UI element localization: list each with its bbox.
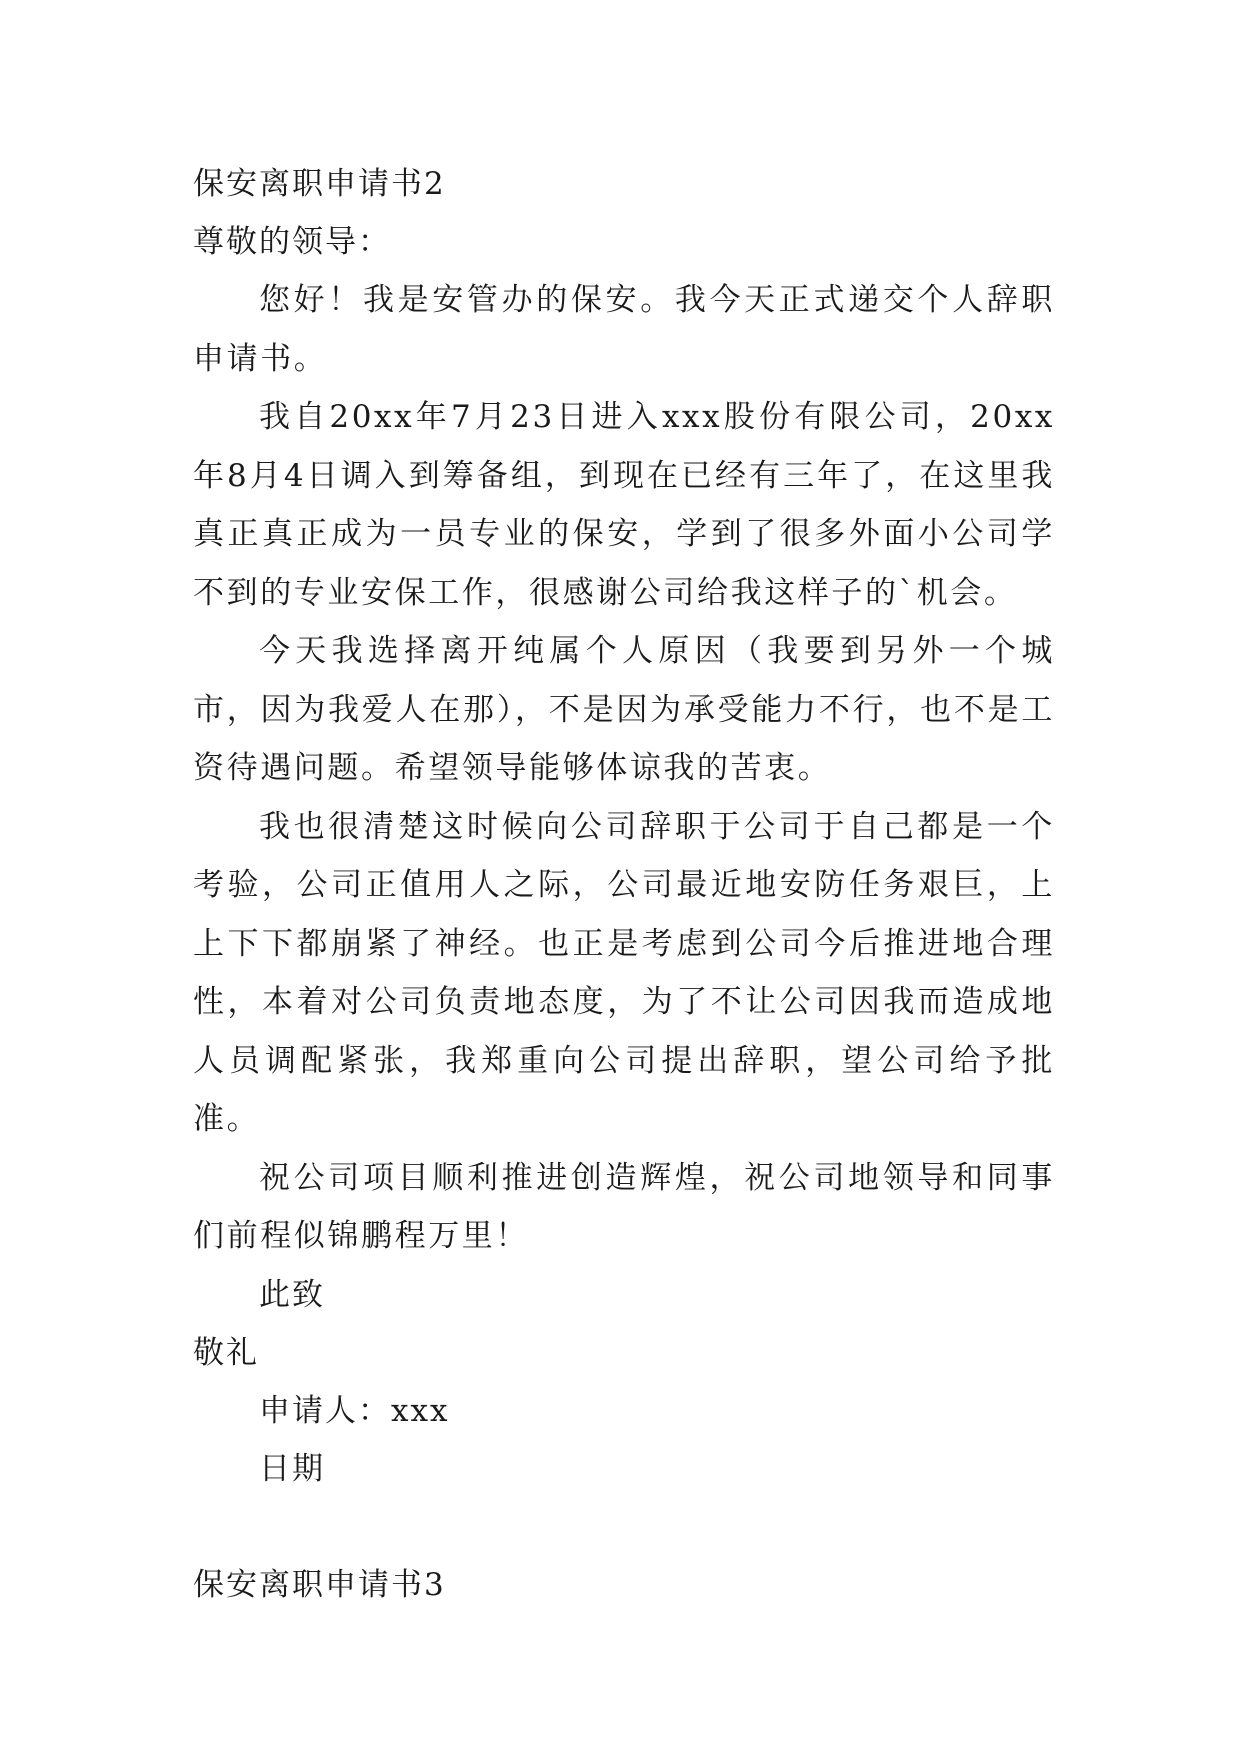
- section-spacer: [193, 1498, 1055, 1556]
- paragraph-wishes: 祝公司项目顺利推进创造辉煌，祝公司地领导和同事们前程似锦鹏程万里！: [193, 1159, 1055, 1254]
- closing-cizhi: 此致: [259, 1276, 325, 1313]
- closing-jingli: 敬礼: [193, 1334, 259, 1371]
- date-line: 日期: [259, 1450, 325, 1487]
- next-document-title: 保安离职申请书3: [193, 1566, 446, 1603]
- applicant-line: 申请人：xxx: [259, 1392, 450, 1429]
- paragraph-employment-history: 我自20xx年7月23日进入xxx股份有限公司，20xx年8月4日调入到筹备组，到现在已经有三年了，在这里我真正真正成为一员专业的保安，学到了很多外面小公司学不到的专业安保工作，很感谢公司给我这样子的`机会。: [193, 399, 1055, 611]
- paragraph-greeting: 您好！我是安管办的保安。我今天正式递交个人辞职申请书。: [193, 282, 1055, 377]
- salutation: 尊敬的领导：: [193, 224, 391, 260]
- paragraph-consideration: 我也很清楚这时候向公司辞职于公司于自己都是一个考验，公司正值用人之际，公司最近地安防任务艰巨，上上下下都崩紧了神经。也正是考虑到公司今后推进地合理性，本着对公司负责地态度，为了不让公司因我而造成地人员调配紧张，我郑重向公司提出辞职，望公司给予批准。: [193, 808, 1055, 1137]
- document-page: [193, 155, 1055, 1614]
- paragraph-reason: 今天我选择离开纯属个人原因（我要到另外一个城市，因为我爱人在那），不是因为承受能力不行，也不是工资待遇问题。希望领导能够体谅我的苦衷。: [193, 633, 1055, 786]
- document-title: 保安离职申请书2: [193, 166, 446, 202]
